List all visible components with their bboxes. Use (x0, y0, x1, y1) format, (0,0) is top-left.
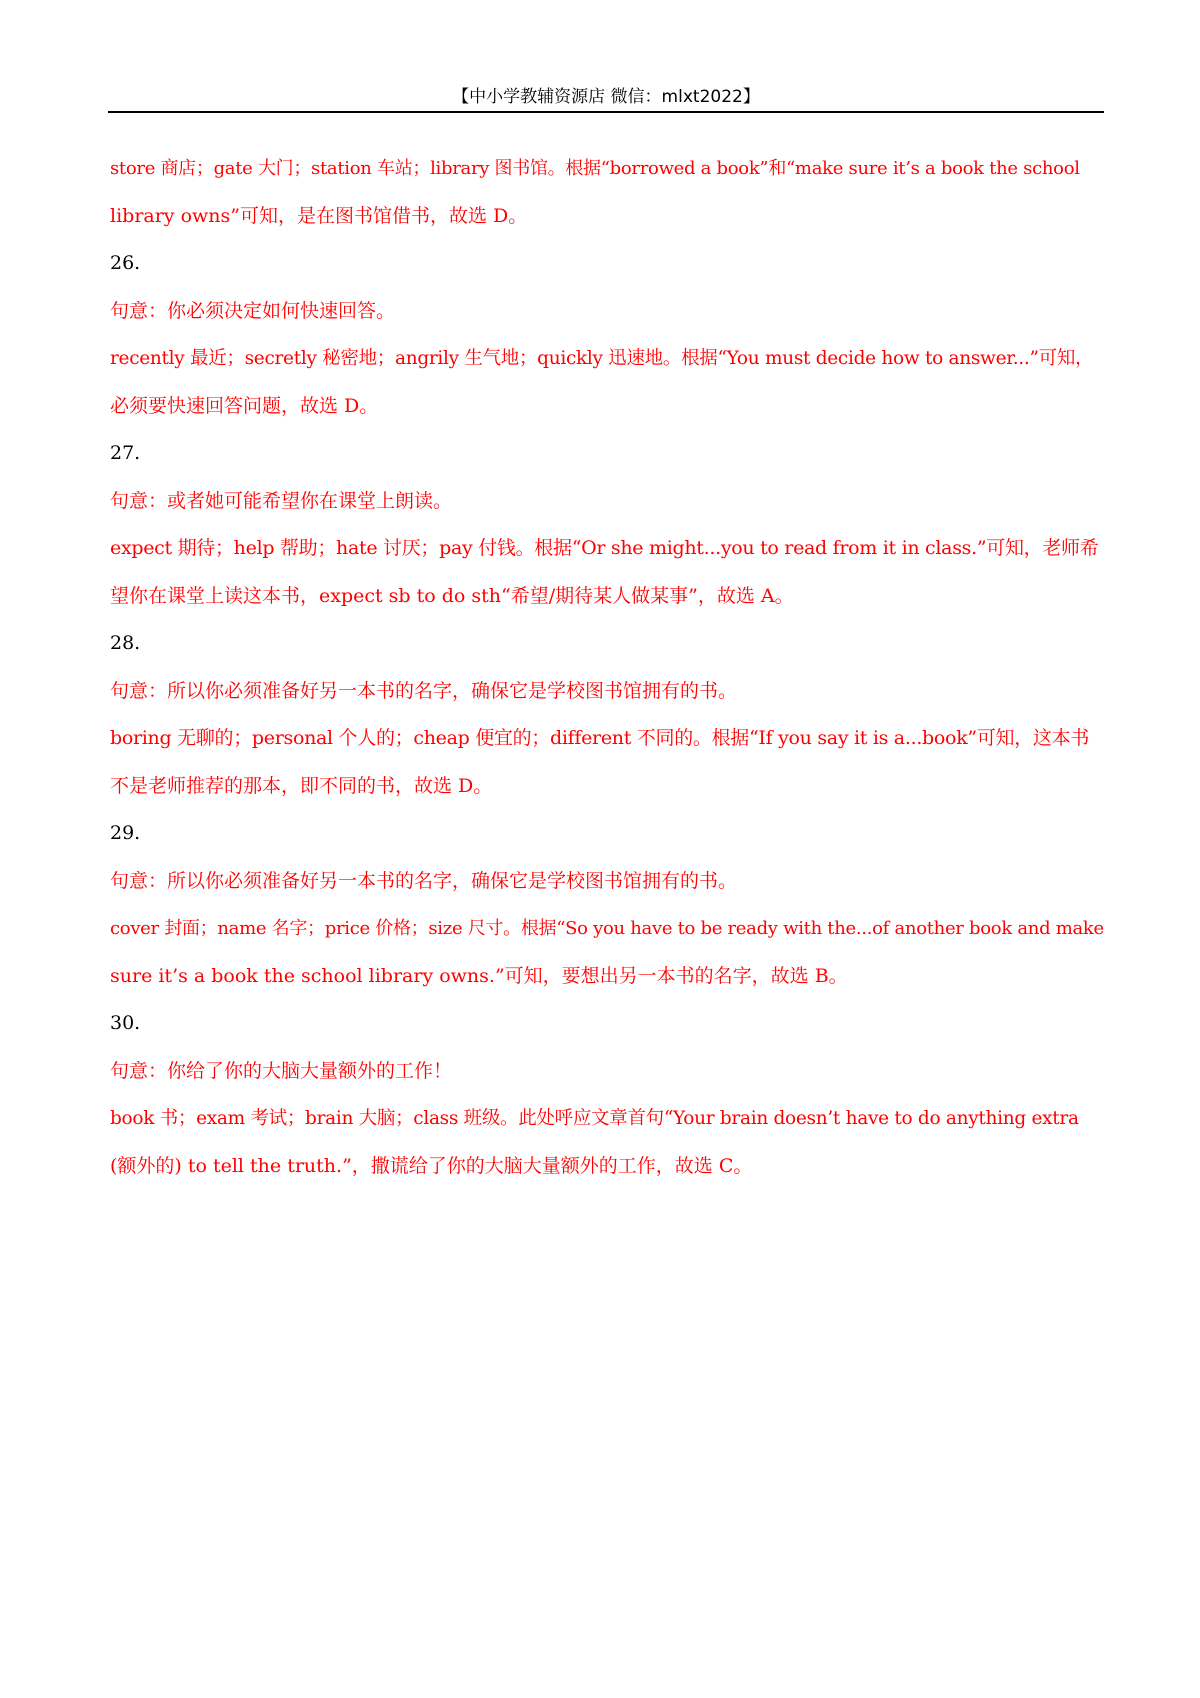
sentence-meaning-line: 句意：或者她可能希望你在课堂上朗读。 (110, 489, 453, 512)
sentence-meaning-line: 句意：你必须决定如何快速回答。 (110, 299, 396, 322)
sentence-meaning-line: 句意：所以你必须准备好另一本书的名字，确保它是学校图书馆拥有的书。 (110, 679, 738, 702)
explanation-line: (额外的) to tell the truth.”，撒谎给了你的大脑大量额外的工作，故选 C。 (110, 1154, 753, 1177)
explanation-line: 必须要快速回答问题，故选 D。 (110, 394, 379, 417)
explanation-line: 望你在课堂上读这本书，expect sb to do sth“希望/期待某人做某事”，故选 A。 (110, 584, 794, 607)
question-number-27: 27. (110, 442, 141, 464)
answer-explanations (110, 145, 1104, 1190)
question-number-26: 26. (110, 252, 141, 274)
explanation-line: cover 封面；name 名字；price 价格；size 尺寸。根据“So you have to be ready with the...of another book and make (110, 918, 1104, 939)
question-number-29: 29. (110, 822, 141, 844)
explanation-line: sure it’s a book the school library owns.”可知，要想出另一本书的名字，故选 B。 (110, 964, 848, 987)
question-number-28: 28. (110, 632, 141, 654)
question-number-30: 30. (110, 1012, 141, 1034)
explanation-line: store 商店；gate 大门；station 车站；library 图书馆。根据“borrowed a book”和“make sure it’s a book the school (110, 158, 1080, 179)
explanation-line: 不是老师推荐的那本，即不同的书，故选 D。 (110, 774, 493, 797)
explanation-line: boring 无聊的；personal 个人的；cheap 便宜的；different 不同的。根据“If you say it is a...book”可知，这本书 (110, 727, 1090, 749)
explanation-line: expect 期待；help 帮助；hate 讨厌；pay 付钱。根据“Or she might...you to read from it in class.”可知，老师希 (110, 537, 1099, 559)
header-divider (108, 111, 1104, 113)
explanation-line: book 书；exam 考试；brain 大脑；class 班级。此处呼应文章首句“Your brain doesn’t have to do anything extra (110, 1108, 1079, 1129)
explanation-line: library owns”可知，是在图书馆借书，故选 D。 (110, 204, 528, 227)
page-header: 【中小学教辅资源店 微信：mlxt2022】 (452, 87, 760, 107)
sentence-meaning-line: 句意：你给了你的大脑大量额外的工作！ (110, 1059, 453, 1082)
explanation-line: recently 最近；secretly 秘密地；angrily 生气地；quickly 迅速地。根据“You must decide how to answer...”可知， (110, 348, 1094, 369)
sentence-meaning-line: 句意：所以你必须准备好另一本书的名字，确保它是学校图书馆拥有的书。 (110, 869, 738, 892)
